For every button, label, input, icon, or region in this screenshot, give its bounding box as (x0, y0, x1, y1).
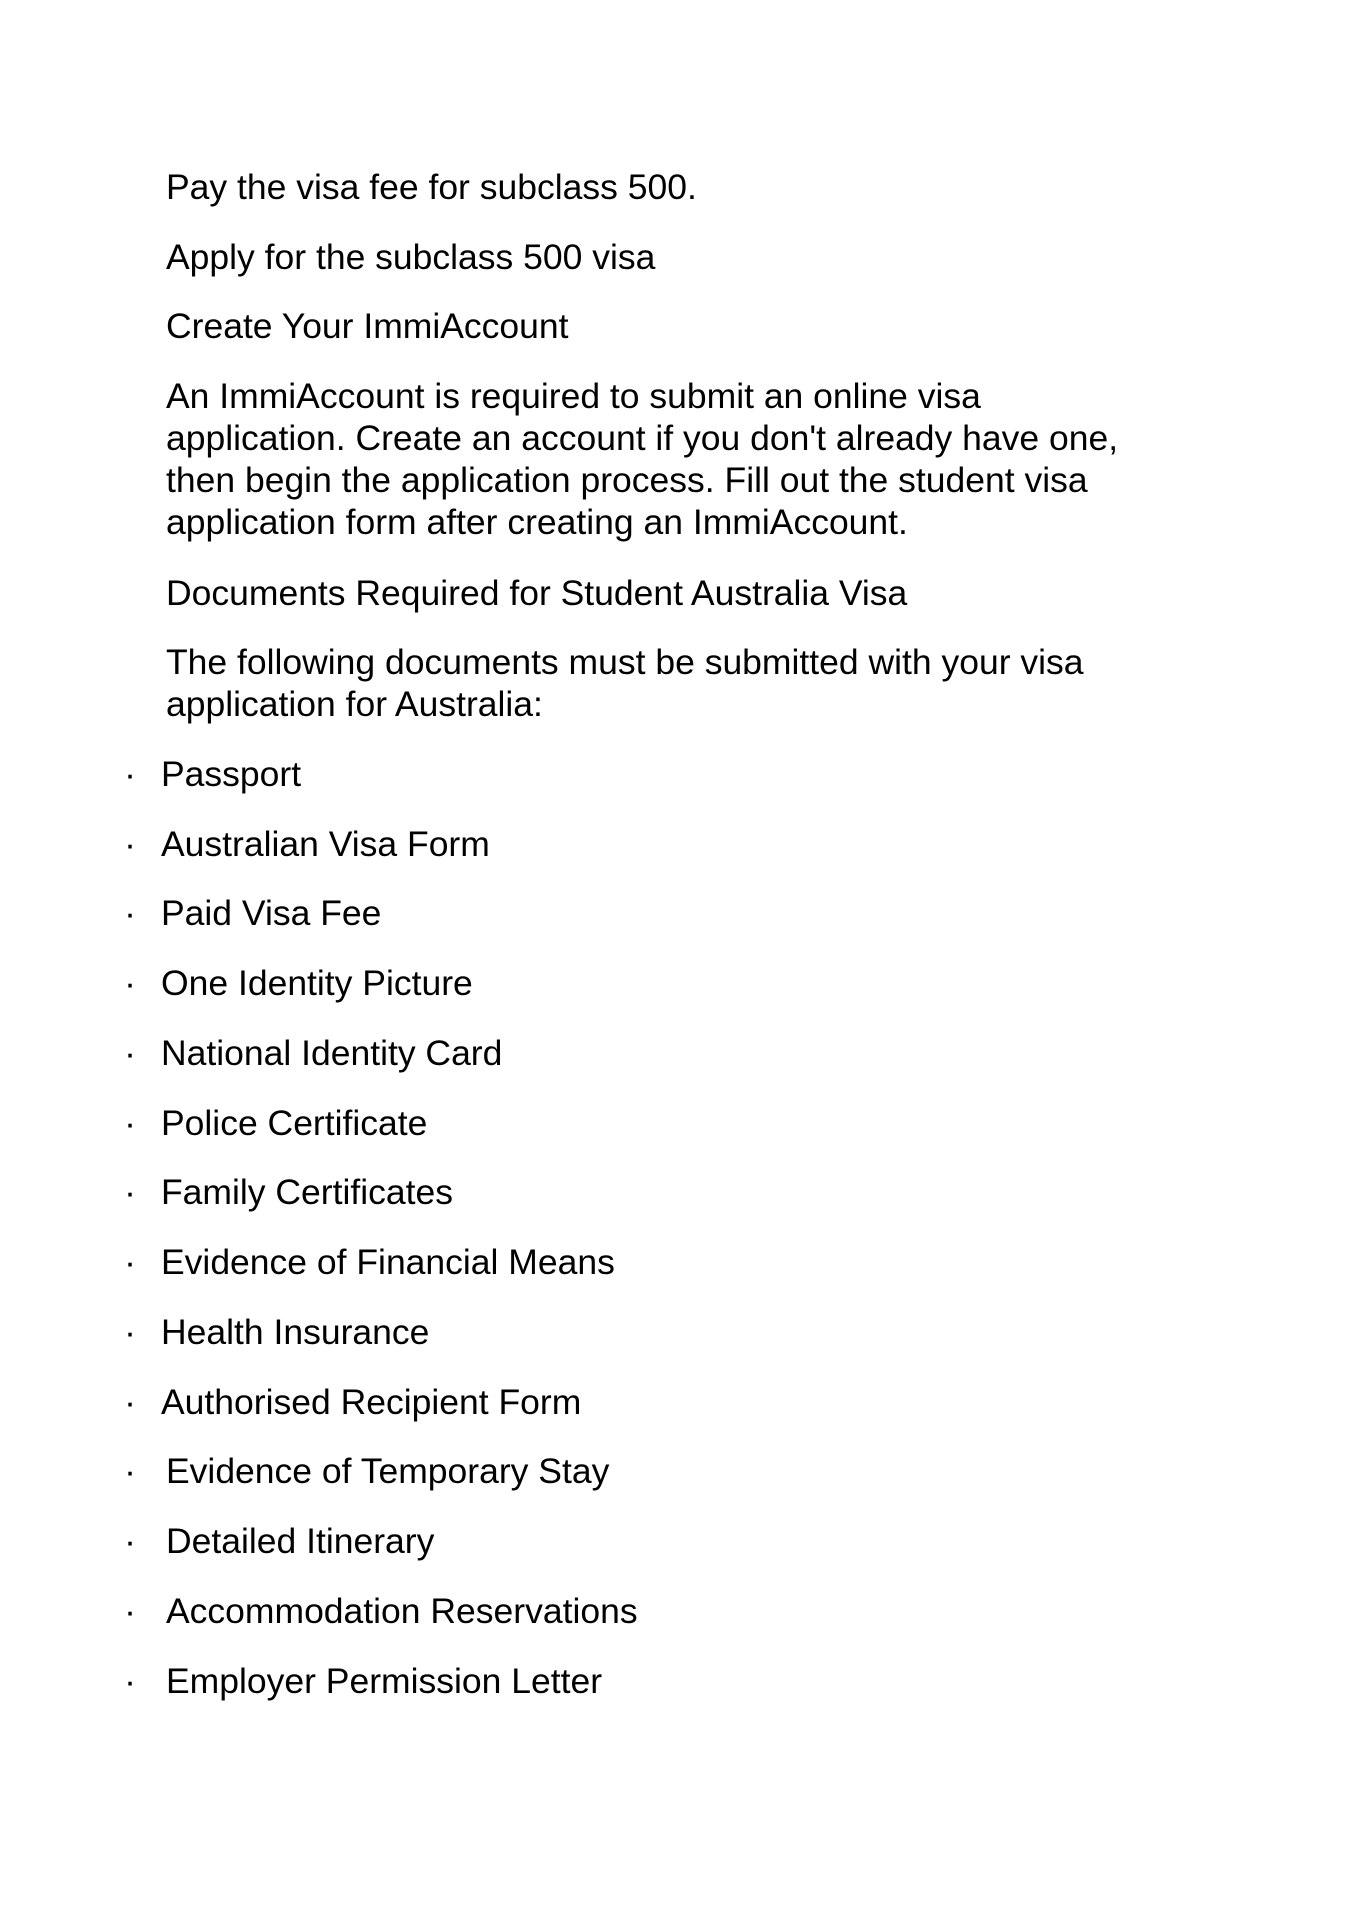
bullet-icon: · (124, 1451, 136, 1491)
paragraph-pay-visa-fee: Pay the visa fee for subclass 500. (166, 167, 697, 207)
bullet-icon: · (124, 1521, 136, 1561)
list-item-text: Police Certificate (161, 1103, 428, 1143)
bullet-icon: · (124, 824, 136, 864)
list-item-text: Paid Visa Fee (161, 893, 382, 933)
paragraph-immiaccount-info: An ImmiAccount is required to submit an online visa application. Create an account if you don't already have one, then begin the application process. Fill out the student visa application form after creating an ImmiAccount. (166, 376, 1119, 542)
heading-create-immiaccount: Create Your ImmiAccount (166, 306, 569, 346)
bullet-icon: · (124, 1312, 136, 1352)
bullet-icon: · (124, 1591, 136, 1631)
list-item-text: One Identity Picture (161, 963, 473, 1003)
list-item-text: National Identity Card (161, 1033, 503, 1073)
bullet-icon: · (124, 754, 136, 794)
list-item-text: Family Certificates (161, 1172, 453, 1212)
list-item-text: Employer Permission Letter (166, 1661, 603, 1701)
list-item-text: Health Insurance (161, 1312, 430, 1352)
bullet-icon: · (124, 1172, 136, 1212)
list-item-text: Detailed Itinerary (166, 1521, 435, 1561)
list-item-text: Evidence of Temporary Stay (166, 1451, 610, 1491)
bullet-icon: · (124, 893, 136, 933)
bullet-icon: · (124, 1661, 136, 1701)
bullet-icon: · (124, 1033, 136, 1073)
paragraph-apply-visa: Apply for the subclass 500 visa (166, 237, 656, 277)
list-item-text: Passport (161, 754, 302, 794)
list-item-text: Australian Visa Form (161, 824, 490, 864)
bullet-icon: · (124, 963, 136, 1003)
paragraph-documents-intro: The following documents must be submitted with your visa application for Australia: (166, 642, 1084, 724)
bullet-icon: · (124, 1242, 136, 1282)
list-item-text: Evidence of Financial Means (161, 1242, 615, 1282)
list-item-text: Accommodation Reservations (166, 1591, 638, 1631)
list-item-text: Authorised Recipient Form (161, 1382, 582, 1422)
heading-documents-required: Documents Required for Student Australia Visa (166, 573, 908, 613)
bullet-icon: · (124, 1382, 136, 1422)
bullet-icon: · (124, 1103, 136, 1143)
